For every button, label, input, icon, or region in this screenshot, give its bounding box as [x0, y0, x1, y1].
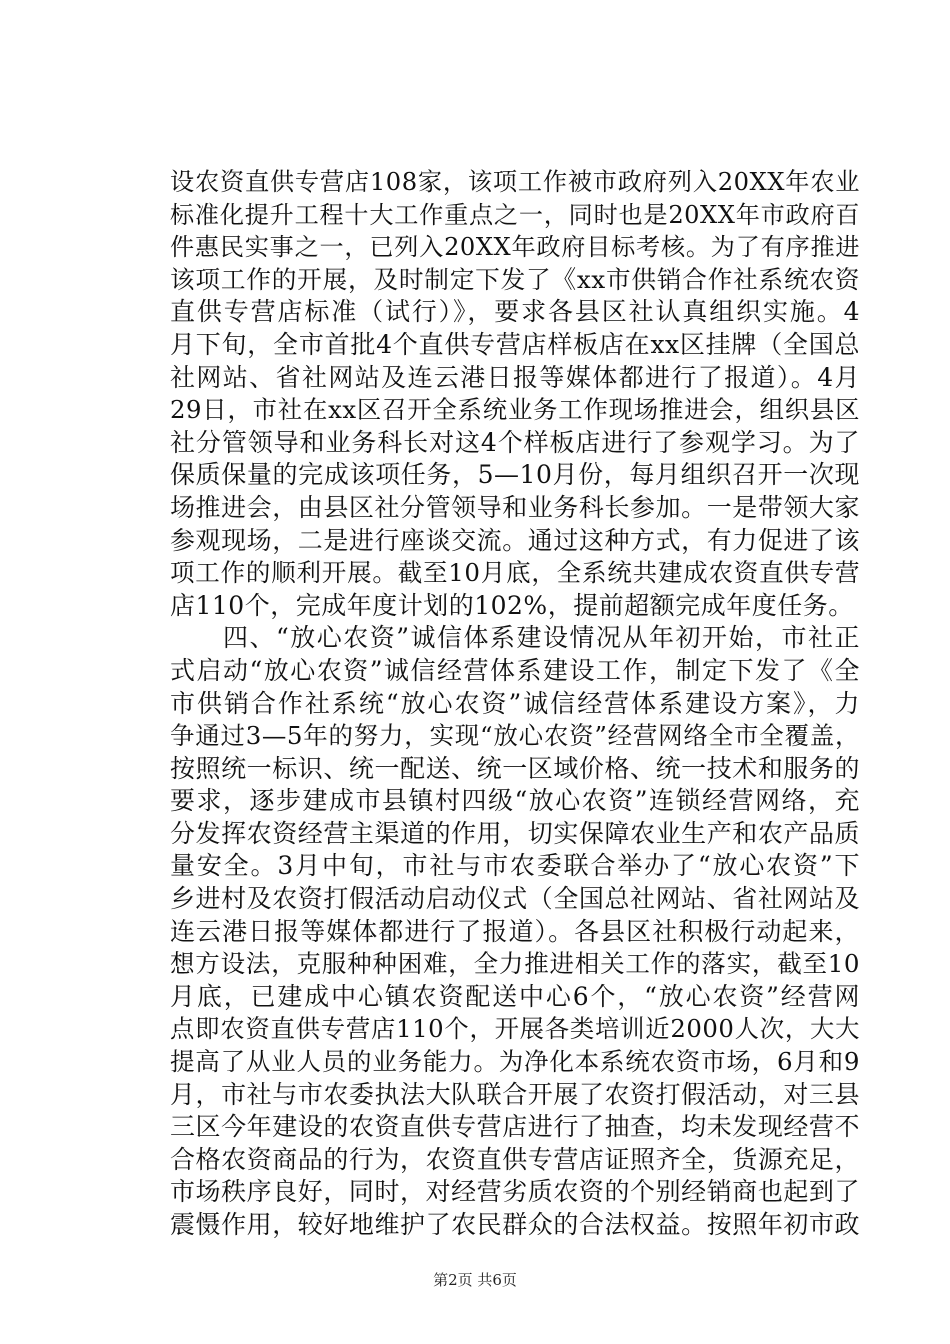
text-line: 直供专营店标准（试行）》，要求各县区社认真组织实施。4 [170, 297, 860, 327]
text-line: 参观现场，二是进行座谈交流。通过这种方式，有力促进了该 [170, 525, 860, 555]
text-line: 场推进会，由县区社分管领导和业务科长参加。一是带领大家 [170, 492, 860, 522]
text-line: 项工作的顺利开展。截至10月底，全系统共建成农资直供专营 [170, 558, 860, 588]
text-line: 要求，逐步建成市县镇村四级“放心农资”连锁经营网络，充 [170, 786, 860, 816]
text-line: 争通过3—5年的努力，实现“放心农资”经营网络全市全覆盖， [170, 721, 860, 751]
text-line: 按照统一标识、统一配送、统一区域价格、统一技术和服务的 [170, 753, 860, 783]
text-line: 市供销合作社系统“放心农资”诚信经营体系建设方案》，力 [170, 688, 860, 718]
text-line: 量安全。3月中旬，市社与市农委联合举办了“放心农资”下 [170, 851, 860, 881]
text-line: 连云港日报等媒体都进行了报道）。各县区社积极行动起来， [170, 916, 860, 946]
text-line: 三区今年建设的农资直供专营店进行了抽查，均未发现经营不 [170, 1112, 860, 1142]
text-line: 店110个，完成年度计划的102%，提前超额完成年度任务。 [170, 590, 854, 620]
text-line: 29日，市社在xx区召开全系统业务工作现场推进会，组织县区 [170, 395, 860, 425]
text-line: 合格农资商品的行为，农资直供专营店证照齐全，货源充足， [170, 1144, 860, 1174]
text-line: 月底，已建成中心镇农资配送中心6个，“放心农资”经营网 [170, 981, 860, 1011]
text-line: 月下旬，全市首批4个直供专营店样板店在xx区挂牌（全国总 [170, 329, 860, 359]
text-line: 震慑作用，较好地维护了农民群众的合法权益。按照年初市政 [170, 1210, 860, 1239]
text-line: 设农资直供专营店108家，该项工作被市政府列入20XX年农业 [170, 168, 860, 196]
page-footer: 第2页 共6页 [433, 1271, 517, 1289]
text-line: 社网站、省社网站及连云港日报等媒体都进行了报道）。4月 [170, 362, 860, 392]
text-line: 保质保量的完成该项任务，5—10月份，每月组织召开一次现 [170, 460, 860, 490]
text-line: 该项工作的开展，及时制定下发了《xx市供销合作社系统农资 [170, 264, 860, 294]
text-line: 想方设法，克服种种困难，全力推进相关工作的落实，截至10 [170, 949, 860, 979]
text-line: 月，市社与市农委执法大队联合开展了农资打假活动，对三县 [170, 1079, 860, 1109]
text-line: 社分管领导和业务科长对这4个样板店进行了参观学习。为了 [170, 427, 860, 457]
text-line: 乡进村及农资打假活动启动仪式（全国总社网站、省社网站及 [170, 884, 860, 914]
body-text [170, 166, 860, 1242]
text-line: 提高了从业人员的业务能力。为净化本系统农资市场，6月和9 [170, 1047, 860, 1077]
text-line: 式启动“放心农资”诚信经营体系建设工作，制定下发了《全 [170, 655, 860, 685]
text-line: 市场秩序良好，同时，对经营劣质农资的个别经销商也起到了 [170, 1177, 860, 1207]
text-line: 件惠民实事之一，已列入20XX年政府目标考核。为了有序推进 [170, 233, 860, 262]
text-line: 四、“放心农资”诚信体系建设情况从年初开始，市社正 [170, 623, 860, 653]
text-line: 分发挥农资经营主渠道的作用，切实保障农业生产和农产品质 [170, 818, 860, 848]
text-line: 点即农资直供专营店110个，开展各类培训近2000人次，大大 [170, 1014, 860, 1044]
text-line: 标准化提升工程十大工作重点之一，同时也是20XX年市政府百 [170, 200, 860, 229]
